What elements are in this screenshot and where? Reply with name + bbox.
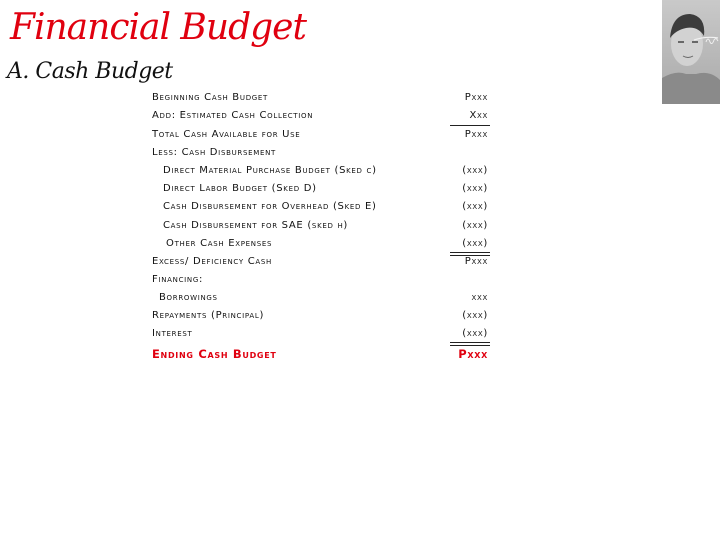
row-estimated-collection (152, 108, 490, 124)
row-value: (xxx) (462, 238, 488, 249)
section-subtitle: A. Cash Budget (7, 59, 173, 84)
row-label: Add: Estimated Cash Collection (152, 110, 314, 121)
row-label: Repayments (Principal) (152, 310, 265, 321)
row-label: Total Cash Available for Use (152, 129, 301, 140)
row-label: Other Cash Expenses (166, 238, 273, 249)
row-label: Direct Labor Budget (Sked D) (163, 183, 317, 194)
row-borrowings (152, 290, 490, 306)
row-value: (xxx) (462, 183, 488, 194)
row-label: Ending Cash Budget (152, 347, 277, 361)
row-value: (xxx) (462, 165, 488, 176)
row-ending-cash (152, 346, 490, 362)
row-label: Financing: (152, 274, 204, 285)
row-value: Xxx (469, 110, 488, 121)
subtotal-rule (450, 125, 490, 126)
row-value: xxx (471, 292, 488, 303)
row-value: Pxxx (464, 92, 488, 103)
row-label: Excess/ Deficiency Cash (152, 256, 272, 267)
row-value: (xxx) (462, 201, 488, 212)
row-label: Direct Material Purchase Budget (Sked c) (163, 165, 377, 176)
row-direct-labor (152, 181, 490, 197)
row-label: Interest (152, 328, 193, 339)
presenter-photo (662, 0, 720, 104)
page-title: Financial Budget (10, 7, 306, 48)
row-value: Pxxx (464, 256, 488, 267)
row-label: Borrowings (159, 292, 218, 303)
row-label: Beginning Cash Budget (152, 92, 269, 103)
row-total-cash-available (152, 127, 490, 143)
subtotal-rule (450, 252, 490, 253)
row-repayments (152, 308, 490, 324)
row-label: Cash Disbursement for SAE (sked h) (163, 220, 349, 231)
row-value: Pxxx (464, 129, 488, 140)
row-interest (152, 326, 490, 342)
row-direct-material (152, 163, 490, 179)
row-value: (xxx) (462, 328, 488, 339)
row-value: (xxx) (462, 310, 488, 321)
row-excess-deficiency (152, 254, 490, 270)
row-financing (152, 272, 490, 288)
row-overhead (152, 199, 490, 215)
row-sae (152, 218, 490, 234)
subtotal-rule (450, 342, 490, 343)
row-value: (xxx) (462, 220, 488, 231)
row-other-expenses (152, 236, 490, 252)
row-beginning-cash (152, 90, 490, 106)
row-label: Cash Disbursement for Overhead (Sked E) (163, 201, 377, 212)
presenter-photo-image (662, 0, 720, 104)
row-value: Pxxx (458, 347, 488, 361)
row-label: Less: Cash Disbursement (152, 147, 277, 158)
row-less-disbursement (152, 145, 490, 161)
